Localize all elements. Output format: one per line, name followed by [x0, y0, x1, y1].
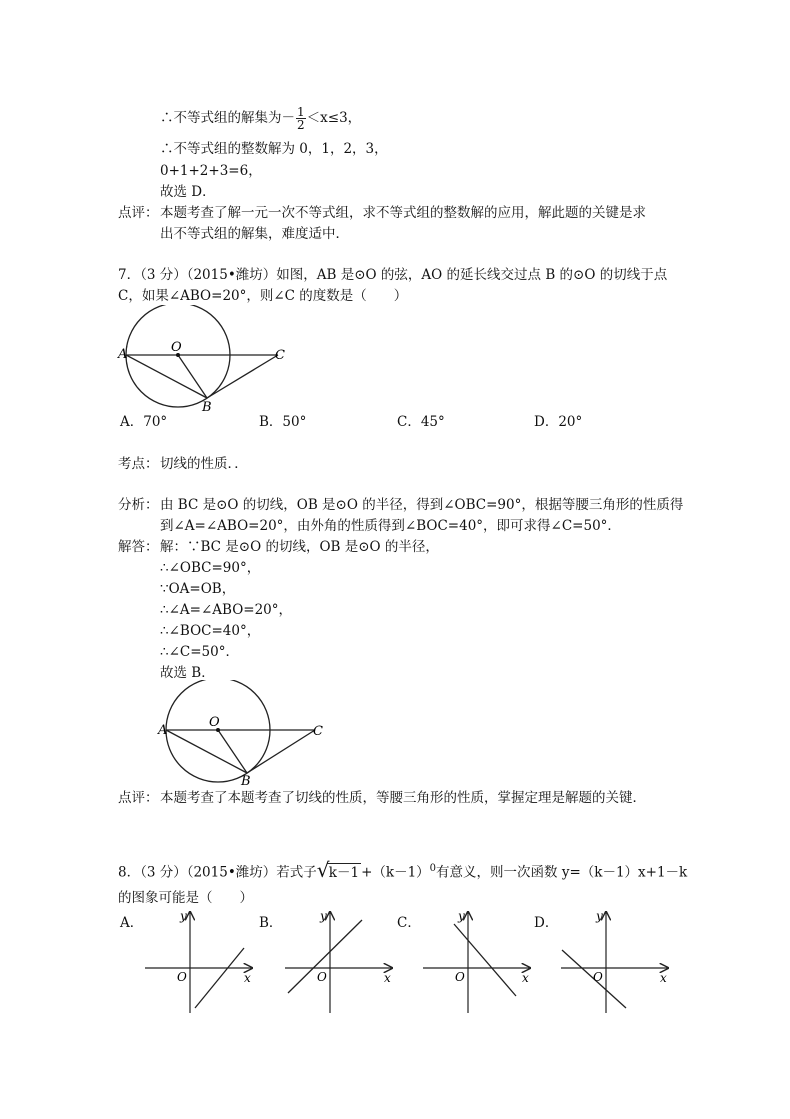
function-line	[195, 948, 244, 1008]
kaodian-text: 切线的性质．．	[160, 456, 248, 472]
q7-option-b: B．50°	[259, 414, 307, 430]
graph-option-b	[280, 908, 400, 1018]
answer-line: ∴∠A=∠ABO=20°，	[160, 602, 293, 618]
answer-line: 故选 B．	[160, 665, 215, 681]
comment-text-2: 出不等式组的解集，难度适中．	[160, 226, 349, 242]
axis-x-label: x	[660, 971, 667, 985]
axis-y-label: y	[180, 909, 187, 923]
q7-stem-1: 7．（3 分）（2015•潍坊）如图，AB 是⊙O 的弦，AO 的延长线交过点 B 的⊙O 的切线于点	[118, 267, 668, 283]
axis-x-label: x	[384, 971, 391, 985]
axis-y-label: y	[320, 909, 327, 923]
q7-stem-2: C，如果∠ABO=20°，则∠C 的度数是（ ）	[118, 288, 408, 304]
kaodian-label: 考点：	[118, 456, 159, 472]
comment-label: 点评：	[118, 205, 159, 221]
origin-label: O	[177, 970, 187, 984]
axis-y-label: y	[458, 909, 465, 923]
q8-stem-1: 8．（3 分）（2015•潍坊）若式子 √ $k-1 +(k-1)^0$有意义，则一次函数 y=（k－1）x+1－k	[118, 857, 688, 882]
q8-option-c: C．	[397, 915, 421, 931]
answer-line: ∴∠OBC=90°，	[160, 560, 261, 576]
q7-comment-text: 本题考查了本题考查了切线的性质，等腰三角形的性质，掌握定理是解题的关键．	[160, 790, 646, 806]
origin-label: O	[317, 970, 327, 984]
label-b: B	[202, 400, 212, 415]
axis-y-label: y	[596, 909, 603, 923]
q8-option-a: A．	[120, 915, 144, 931]
solution-set-line: ∴不等式组的解集为－ $\frac{1}{2}$ ＜x≤3，	[160, 105, 362, 132]
answer-line: ∴∠BOC=40°，	[160, 623, 261, 639]
line-ob	[218, 730, 247, 773]
line-ob	[178, 355, 207, 398]
comment-text-1: 本题考查了解一元一次不等式组，求不等式组的整数解的应用，解此题的关键是求	[160, 205, 646, 221]
graph-option-d	[556, 908, 676, 1018]
label-o: O	[171, 340, 182, 355]
label-a: A	[118, 347, 128, 362]
axis-x-label: x	[522, 971, 529, 985]
analysis-text-2: 到∠A=∠ABO=20°，由外角的性质得到∠BOC=40°，即可求得∠C=50°．	[160, 518, 621, 534]
origin-label: O	[593, 970, 603, 984]
answer-line: 解：∵BC 是⊙O 的切线，OB 是⊙O 的半径，	[160, 539, 439, 555]
q8-option-d: D．	[534, 915, 559, 931]
label-a: A	[158, 723, 168, 738]
q8-option-b: B．	[259, 915, 283, 931]
fraction-half: $\frac{1}{2}$	[297, 105, 305, 132]
q7-circle-figure	[115, 305, 300, 415]
label-o: O	[209, 715, 220, 730]
q7-comment-label: 点评：	[118, 790, 159, 806]
analysis-label: 分析：	[118, 497, 159, 513]
graph-option-c	[418, 908, 538, 1018]
sqrt-expression: √ k－1	[316, 857, 360, 882]
line-bc	[207, 355, 278, 398]
function-line	[454, 924, 516, 996]
choice-line: 故选 D．	[160, 184, 216, 200]
q7-option-d: D．20°	[534, 414, 583, 430]
exponent: 0	[429, 863, 437, 874]
label-c: C	[313, 724, 323, 739]
axis-x-label: x	[244, 971, 251, 985]
origin-label: O	[455, 970, 465, 984]
line-ab	[166, 730, 247, 773]
q8-stem-2: 的图象可能是（ ）	[118, 890, 253, 906]
q7-option-a: A．70°	[120, 414, 168, 430]
answer-line: ∴∠C=50°．	[160, 644, 239, 660]
q7-option-c: C．45°	[397, 414, 445, 430]
q7-answer-figure	[155, 680, 340, 788]
integer-solutions-line: ∴不等式组的整数解为 0，1，2，3，	[160, 141, 388, 157]
label-c: C	[275, 348, 285, 363]
graph-option-a	[140, 908, 260, 1018]
line-ab	[126, 355, 207, 398]
label-b: B	[241, 774, 251, 788]
answer-label: 解答：	[118, 539, 159, 555]
analysis-text-1: 由 BC 是⊙O 的切线，OB 是⊙O 的半径，得到∠OBC=90°，根据等腰三角形的性质得	[160, 497, 684, 513]
line-bc	[247, 730, 315, 773]
answer-line: ∵OA=OB，	[160, 581, 236, 597]
sum-line: 0+1+2+3=6，	[160, 163, 262, 179]
